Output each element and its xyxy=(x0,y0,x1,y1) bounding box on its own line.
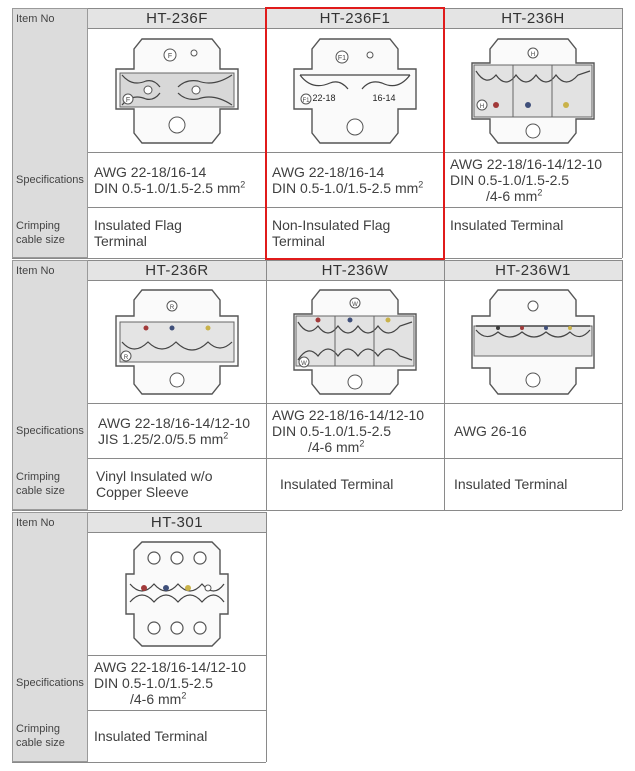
spec-ht-236f1 xyxy=(266,152,444,207)
crimping-label-line2: cable size xyxy=(16,737,65,749)
cable-line: Terminal xyxy=(272,233,325,249)
spec-ht-236r xyxy=(88,403,266,458)
spec-line: AWG 22-18/16-14/12-10 xyxy=(450,155,603,172)
specifications-label: Specifications xyxy=(16,173,84,186)
spec-line: /4-6 $mm^2$ xyxy=(486,186,543,204)
die-mark-w-lower: W xyxy=(301,361,307,367)
grid-line xyxy=(622,8,623,258)
spec-line: AWG 26-16 xyxy=(454,422,527,439)
item-no-label: Item No xyxy=(16,264,55,277)
item-header-ht-236f1: HT-236F1 xyxy=(266,8,444,29)
grid-line xyxy=(622,260,623,510)
spec-line: AWG 22-18/16-14/12-10 xyxy=(94,658,247,675)
spec-line: AWG 22-18/16-14 xyxy=(272,163,385,180)
grid-line xyxy=(12,258,622,259)
spec-ht-301 xyxy=(88,655,266,710)
grid-line xyxy=(266,512,267,762)
cable-line: Insulated Terminal xyxy=(280,476,394,492)
die-mark-f: F xyxy=(167,52,173,60)
cable-line: Insulated Flag xyxy=(94,217,182,233)
die-mark-h: H xyxy=(530,51,536,58)
die-mark-f1-lower: F1 xyxy=(302,97,310,104)
spec-ht-236h xyxy=(444,152,622,207)
spec-line: AWG 22-18/16-14/12-10 xyxy=(272,406,425,423)
die-mark-w: W xyxy=(352,302,358,308)
specifications-label: Specifications xyxy=(16,424,84,437)
spec-line: DIN 0.5-1.0/1.5-2.5 xyxy=(450,171,570,188)
grid-line xyxy=(12,762,266,763)
spec-line: /4-6 $mm^2$ xyxy=(130,689,187,707)
spec-ht-236w1 xyxy=(444,403,622,458)
crimping-cable-size-label xyxy=(12,458,88,510)
spec-line: DIN 0.5-1.0/1.5-2.5 xyxy=(94,674,214,691)
crimping-label-line2: cable size xyxy=(16,233,65,246)
crimping-cable-size-label xyxy=(12,710,88,762)
item-header-ht-236w1: HT-236W1 xyxy=(444,260,622,281)
spec-line: DIN 0.5-1.0/1.5-2.5 $mm^2$ xyxy=(272,178,424,196)
die-mark-r: R xyxy=(169,305,175,311)
die-image-ht-236h xyxy=(444,29,622,152)
item-header-ht-236r: HT-236R xyxy=(88,260,266,281)
item-header-ht-236f: HT-236F xyxy=(88,8,266,29)
crimping-label-line1: Crimping xyxy=(16,219,61,232)
spec-ht-236w xyxy=(266,403,444,458)
item-no-label: Item No xyxy=(16,516,55,529)
cable-ht-236r xyxy=(88,458,266,510)
spec-line: DIN 0.5-1.0/1.5-2.5 xyxy=(272,422,392,439)
crimping-label-line1: Crimping xyxy=(16,471,61,483)
spec-line: JIS 1.25/2.0/5.5 $mm^2$ xyxy=(98,429,229,447)
cable-ht-236h xyxy=(444,207,622,258)
die-mark-h-lower: H xyxy=(479,103,485,110)
item-header-ht-236h: HT-236H xyxy=(444,8,622,29)
die-image-ht-236r xyxy=(88,281,266,403)
die-mark-f1: F1 xyxy=(337,54,347,62)
crimping-cable-size-label xyxy=(12,207,88,258)
item-header-ht-236w: HT-236W xyxy=(266,260,444,281)
cable-line: Non-Insulated Flag xyxy=(272,217,391,233)
cable-ht-236w1 xyxy=(444,458,622,510)
grid-line xyxy=(12,510,622,511)
cable-ht-236f xyxy=(88,207,266,258)
cable-ht-301 xyxy=(88,710,266,762)
die-mark-f-lower: F xyxy=(125,96,131,104)
die-image-ht-236w xyxy=(266,281,444,403)
cable-line: Insulated Terminal xyxy=(454,476,568,492)
die-image-ht-301 xyxy=(88,533,266,655)
spec-line: DIN 0.5-1.0/1.5-2.5 $mm^2$ xyxy=(94,178,246,196)
specifications-label: Specifications xyxy=(16,676,84,689)
die-image-ht-236f xyxy=(88,29,266,152)
cable-line: Insulated Terminal xyxy=(94,728,208,744)
item-no-label: Item No xyxy=(16,12,55,25)
crimping-label-line2: cable size xyxy=(16,485,65,497)
cable-line: Insulated Terminal xyxy=(450,217,564,233)
die-label-16-14: 16-14 xyxy=(372,92,396,103)
die-image-ht-236f1 xyxy=(266,29,444,152)
spec-ht-236f xyxy=(88,152,266,207)
cable-ht-236f1 xyxy=(266,207,444,258)
spec-line: /4-6 $mm^2$ xyxy=(308,437,365,455)
die-mark-r-lower: R xyxy=(123,355,129,361)
cable-line: Terminal xyxy=(94,233,147,249)
spec-line: AWG 22-18/16-14/12-10 xyxy=(98,414,251,431)
item-header-ht-301: HT-301 xyxy=(88,512,266,533)
cable-line: Copper Sleeve xyxy=(96,484,189,500)
crimping-label-line1: Crimping xyxy=(16,723,61,735)
spec-line: AWG 22-18/16-14 xyxy=(94,163,207,180)
cable-ht-236w xyxy=(266,458,444,510)
cable-line: Vinyl Insulated w/o xyxy=(96,468,213,484)
die-label-22-18: 22-18 xyxy=(312,92,336,103)
die-image-ht-236w1 xyxy=(444,281,622,403)
